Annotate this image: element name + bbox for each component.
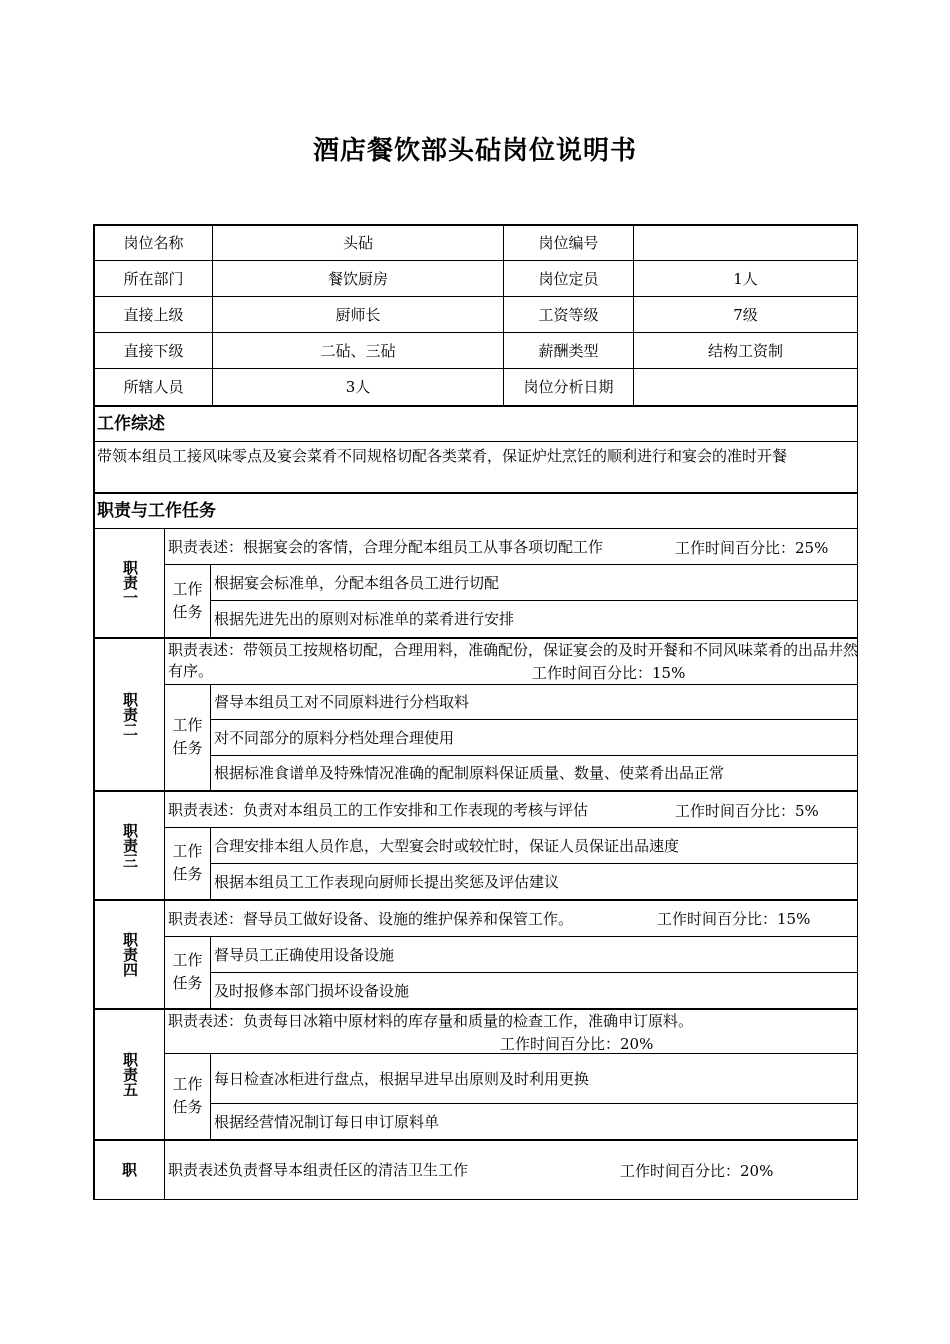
label-position-name: 岗位名称: [123, 234, 184, 252]
duty-2-task-label: 工作任务: [172, 716, 203, 757]
duty-6-desc: 职责表述负责督导本组责任区的清洁卫生工作: [168, 1161, 469, 1179]
value-position-code: [634, 226, 857, 260]
duty-5-task-1: 每日检查冰柜进行盘点，根据早进早出原则及时利用更换: [214, 1069, 590, 1088]
duty-4-label: 职责四: [121, 932, 139, 977]
value-headcount: 1人: [733, 269, 758, 288]
label-staff-count: 所辖人员: [123, 378, 184, 396]
duty-5-desc: 职责表述：负责每日冰箱中原材料的库存量和质量的检查工作，准确申订原料。: [168, 1012, 694, 1030]
label-headcount: 岗位定员: [538, 269, 599, 288]
duty-4-task-label: 工作任务: [172, 951, 203, 992]
value-direct-superior: 厨师长: [335, 305, 381, 324]
duty-5-pct: 工作时间百分比：20%: [500, 1035, 654, 1053]
value-staff-count: 3人: [345, 378, 371, 396]
duties-heading: 职责与工作任务: [97, 501, 216, 521]
value-direct-subordinate: 二砧、三砧: [320, 341, 396, 360]
duty-5-label: 职责五: [121, 1052, 139, 1097]
duty-4-desc: 职责表述：督导员工做好设备、设施的维护保养和保管工作。: [168, 909, 574, 928]
value-department: 餐饮厨房: [327, 269, 388, 288]
value-position-name: 头砧: [342, 234, 373, 252]
value-salary-grade: 7级: [733, 305, 758, 324]
duty-3-task-2: 根据本组员工工作表现向厨师长提出奖惩及评估建议: [214, 872, 560, 891]
duty-1-pct: 工作时间百分比：25%: [675, 539, 829, 557]
duty-2-desc: 职责表述：带领员工按规格切配，合理用料，准确配份，保证宴会的及时开餐和不同风味菜肴的出品井然有序。: [168, 641, 859, 680]
duty-1-label: 职责一: [121, 560, 139, 605]
page-title: 酒店餐饮部头砧岗位说明书: [312, 136, 637, 166]
label-position-code: 岗位编号: [538, 234, 599, 252]
duty-1-task-1: 根据宴会标准单，分配本组各员工进行切配: [214, 573, 500, 592]
duty-4-task-2: 及时报修本部门损坏设备设施: [214, 981, 410, 1000]
duty-2-task-3: 根据标准食谱单及特殊情况准确的配制原料保证质量、数量、使菜肴出品正常: [214, 764, 725, 782]
label-direct-superior: 直接上级: [123, 305, 184, 324]
label-department: 所在部门: [123, 269, 184, 288]
duty-3-task-1: 合理安排本组人员作息，大型宴会时或较忙时，保证人员保证出品速度: [214, 836, 680, 855]
duty-2-task-1: 督导本组员工对不同原料进行分档取料: [214, 693, 470, 711]
duty-5-task-2: 根据经营情况制订每日申订原料单: [214, 1112, 440, 1131]
summary-heading: 工作综述: [97, 414, 165, 434]
duty-3-desc: 职责表述：负责对本组员工的工作安排和工作表现的考核与评估: [168, 800, 589, 819]
duty-3-pct: 工作时间百分比：5%: [675, 802, 819, 820]
duty-6-pct: 工作时间百分比：20%: [620, 1162, 774, 1180]
duty-4-task-1: 督导员工正确使用设备设施: [214, 945, 395, 964]
duty-4-pct: 工作时间百分比：15%: [657, 910, 811, 928]
duty-3-task-label: 工作任务: [172, 842, 203, 883]
label-direct-subordinate: 直接下级: [123, 341, 184, 360]
duty-2-pct: 工作时间百分比：15%: [528, 662, 685, 683]
duty-1-task-2: 根据先进先出的原则对标准单的菜肴进行安排: [214, 610, 515, 628]
label-pay-type: 薪酬类型: [538, 341, 599, 360]
duty-1-desc: 职责表述：根据宴会的客情，合理分配本组员工从事各项切配工作: [168, 538, 604, 556]
label-salary-grade: 工资等级: [538, 305, 599, 324]
duty-1-task-label: 工作任务: [172, 579, 203, 621]
duty-6-label: 职: [121, 1160, 137, 1179]
summary-text: 带领本组员工接风味零点及宴会菜肴不同规格切配各类菜肴，保证炉灶烹饪的顺利进行和宴会的准时开餐: [97, 447, 788, 465]
duty-3-label: 职责三: [121, 823, 139, 868]
duty-5-task-label: 工作任务: [172, 1075, 203, 1116]
duty-2-label: 职责二: [121, 692, 139, 737]
duty-2-task-2: 对不同部分的原料分档处理合理使用: [214, 728, 455, 747]
value-analysis-date: [634, 369, 857, 405]
value-pay-type: 结构工资制: [707, 341, 783, 360]
label-analysis-date: 岗位分析日期: [523, 378, 614, 396]
